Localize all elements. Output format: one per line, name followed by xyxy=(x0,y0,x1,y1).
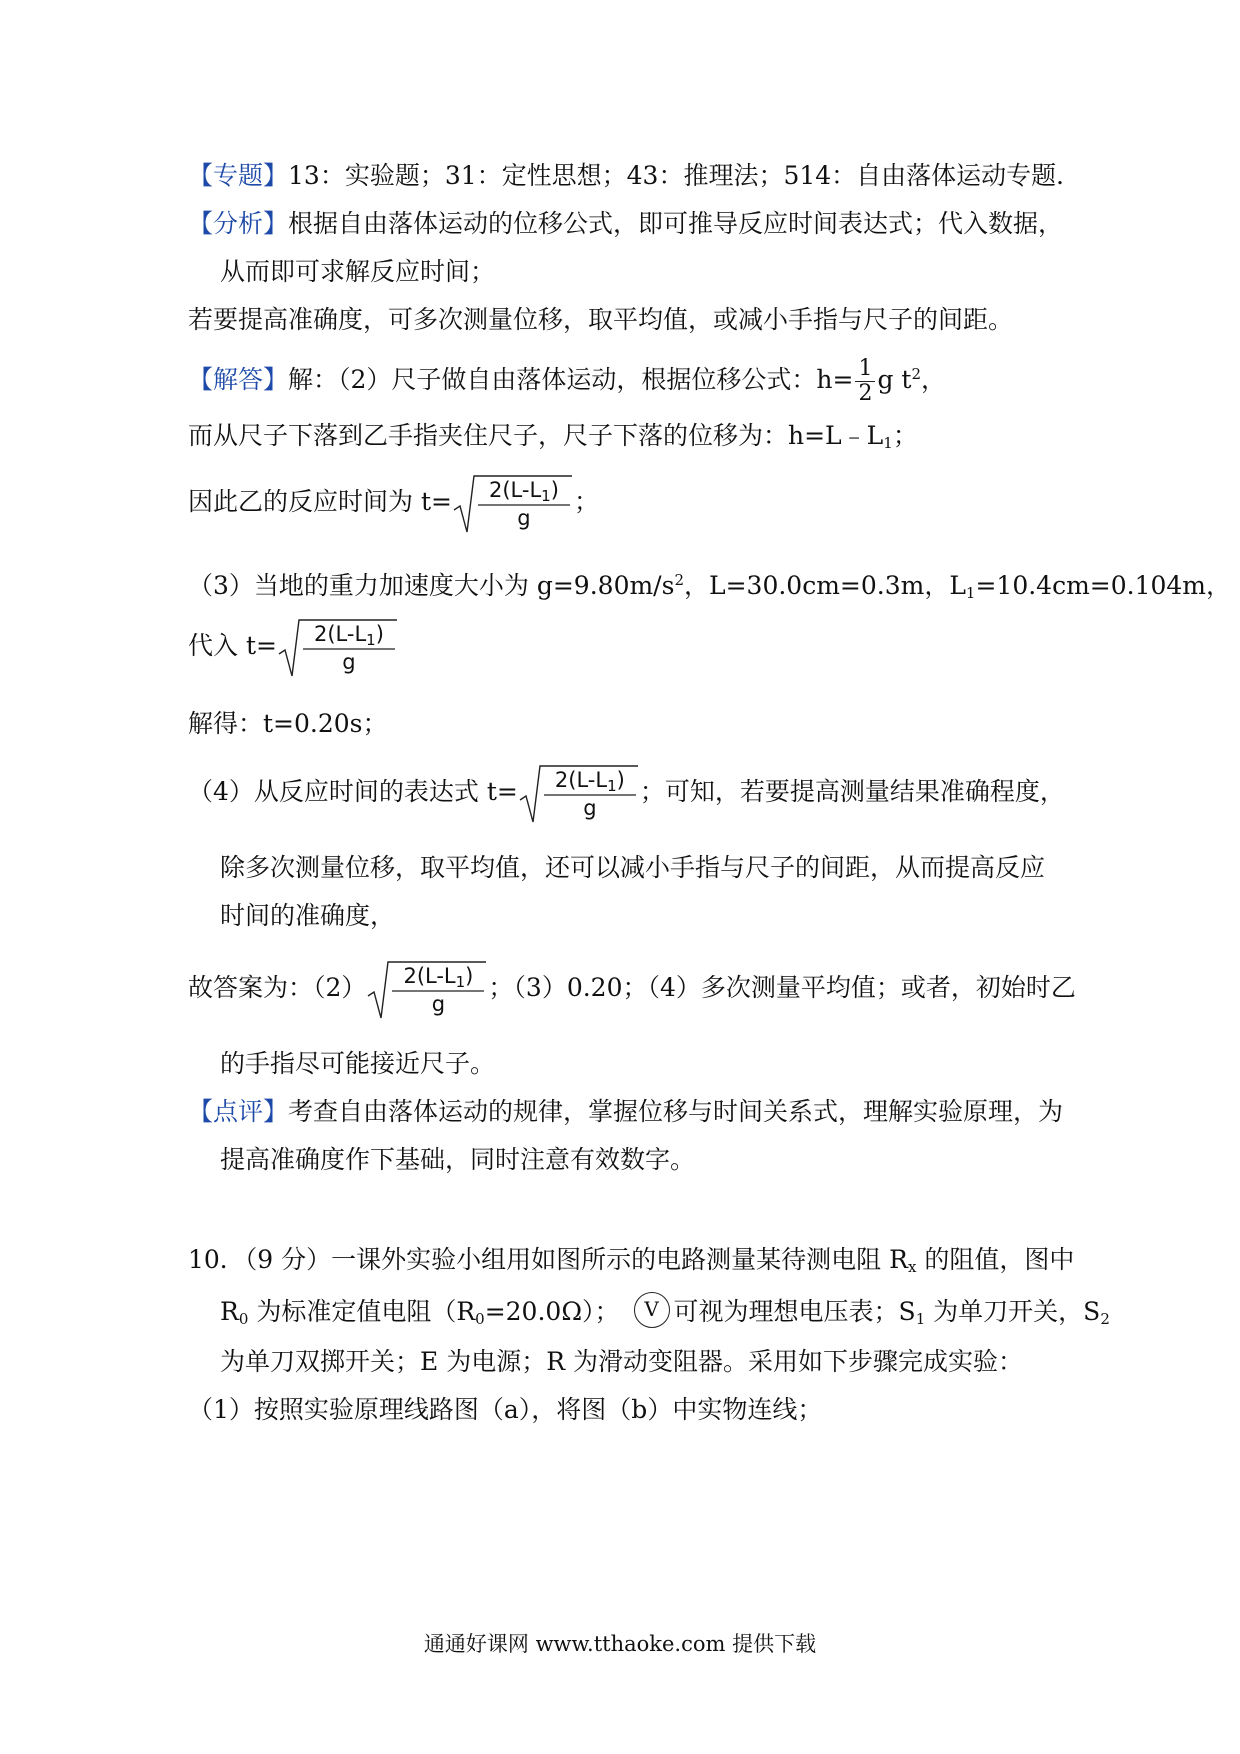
sqrt-formula-2 xyxy=(277,616,399,680)
voltmeter-icon: V xyxy=(634,1292,670,1328)
question10-line-1 xyxy=(188,1242,1074,1278)
formula-numerator-text: 2(L-L xyxy=(403,963,456,988)
solution-text-4a: （3）当地的重力加速度大小为 g=9.80m/s xyxy=(188,571,675,600)
q10-sub-1: x xyxy=(907,1258,917,1276)
solution-gt: g t xyxy=(877,365,912,394)
formula-fraction xyxy=(476,472,572,532)
solution-line-1 xyxy=(188,356,946,412)
solution-line-2 xyxy=(188,418,918,454)
solution-line-9: 时间的准确度， xyxy=(220,901,396,930)
formula-numerator-text: 2(L-L xyxy=(488,477,542,502)
formula-numerator xyxy=(476,472,572,504)
formula-fraction xyxy=(542,762,638,822)
question10-line-2 xyxy=(220,1292,1110,1332)
solution-sub-4: 1 xyxy=(965,584,976,602)
half-numerator: 1 xyxy=(855,357,875,382)
solution-text-4c: =10.4cm=0.104m， xyxy=(975,571,1232,600)
solution-text-4b: ，L=30.0cm=0.3m，L xyxy=(683,571,966,600)
analysis-line-3: 若要提高准确度，可多次测量位移，取平均值，或减小手指与尺子的间距。 xyxy=(188,305,1014,334)
solution-line-11: 的手指尽可能接近尺子。 xyxy=(220,1049,496,1078)
formula-numerator-close: ) xyxy=(375,621,384,646)
q10-text-1b: 的阻值，图中 xyxy=(916,1245,1075,1274)
topic-text: 13：实验题；31：定性思想；43：推理法；514：自由落体运动专题． xyxy=(288,161,1082,190)
solution-sub-2: 1 xyxy=(883,434,893,452)
analysis-text-1: 根据自由落体运动的位移公式，即可推导反应时间表达式；代入数据， xyxy=(288,209,1064,238)
q10-text-1a: 10．（9 分）一课外实验小组用如图所示的电路测量某待测电阻 R xyxy=(188,1245,908,1274)
comment-text-1: 考查自由落体运动的规律，掌握位移与时间关系式，理解实验原理，为 xyxy=(288,1097,1064,1126)
analysis-tag: 【分析】 xyxy=(188,209,289,238)
solution-text-7b: ；可知，若要提高测量结果准确程度， xyxy=(639,777,1065,806)
solution-text-10a: 故答案为：（2） xyxy=(188,973,367,1002)
comment-line-1 xyxy=(188,1094,1063,1130)
question10-line-3: 为单刀双掷开关；E 为电源；R 为滑动变阻器。采用如下步骤完成实验： xyxy=(220,1347,1023,1376)
formula-fraction xyxy=(390,958,486,1018)
q10-text-2e: 为单刀开关，S xyxy=(925,1297,1101,1326)
sqrt-formula-4 xyxy=(366,958,488,1022)
formula-numerator xyxy=(542,762,638,794)
analysis-line-2: 从而即可求解反应时间； xyxy=(220,257,496,286)
formula-denominator: g xyxy=(431,991,446,1016)
formula-numerator-close: ) xyxy=(616,767,625,792)
half-denominator: 2 xyxy=(858,381,873,406)
formula-numerator-close: ) xyxy=(465,963,474,988)
analysis-line-1 xyxy=(188,206,1063,242)
solution-line-8: 除多次测量位移，取平均值，还可以减小手指与尺子的间距，从而提高反应 xyxy=(220,853,1046,882)
solution-tag: 【解答】 xyxy=(188,365,289,394)
q10-sub-2a: 0 xyxy=(238,1310,249,1328)
solution-line-3 xyxy=(188,470,599,534)
solution-sup-1: 2 xyxy=(911,365,922,383)
q10-sub-2d: 2 xyxy=(1100,1310,1110,1328)
formula-denominator: g xyxy=(583,795,597,820)
solution-end-1: ， xyxy=(921,365,947,394)
solution-line-7 xyxy=(188,760,1065,824)
q10-sub-2b: 0 xyxy=(475,1310,485,1328)
solution-end-3: ； xyxy=(573,487,599,516)
formula-denominator: g xyxy=(342,649,356,674)
formula-numerator xyxy=(301,616,397,648)
page-footer: 通通好课网 www.tthaoke.com 提供下载 xyxy=(423,1632,817,1656)
solution-text-2: 而从尺子下落到乙手指夹住尺子，尺子下落的位移为：h=L﹣L xyxy=(188,421,884,450)
solution-line-5 xyxy=(188,614,399,678)
q10-text-2d: 可视为理想电压表；S xyxy=(673,1297,916,1326)
q10-text-2a: R xyxy=(220,1297,239,1326)
formula-numerator-sub: 1 xyxy=(541,486,551,505)
topic-tag: 【专题】 xyxy=(188,161,289,190)
formula-denominator: g xyxy=(517,505,531,530)
formula-numerator-sub: 1 xyxy=(455,972,466,991)
solution-text-10b: ；（3）0.20；（4）多次测量平均值；或者，初始时乙 xyxy=(488,973,1076,1002)
formula-numerator-sub: 1 xyxy=(607,776,617,795)
solution-sup-4: 2 xyxy=(674,571,684,589)
solution-text-3: 因此乙的反应时间为 t= xyxy=(188,487,452,516)
formula-numerator-close: ) xyxy=(550,477,559,502)
topic-line xyxy=(188,158,1081,194)
formula-numerator-text: 2(L-L xyxy=(313,621,367,646)
solution-end-2: ； xyxy=(892,421,918,450)
comment-tag: 【点评】 xyxy=(188,1097,289,1126)
solution-text-7a: （4）从反应时间的表达式 t= xyxy=(188,777,518,806)
solution-line-6: 解得：t=0.20s； xyxy=(188,709,388,738)
solution-line-10 xyxy=(188,956,1076,1020)
q10-text-2c: =20.0Ω）； xyxy=(484,1297,620,1326)
formula-fraction xyxy=(301,616,397,676)
q10-sub-2c: 1 xyxy=(915,1310,926,1328)
q10-text-2b: 为标准定值电阻（R xyxy=(248,1297,476,1326)
sqrt-formula-1 xyxy=(452,472,574,536)
half-fraction xyxy=(855,357,875,406)
formula-numerator-text: 2(L-L xyxy=(554,767,608,792)
sqrt-formula-3 xyxy=(518,762,640,826)
solution-line-4 xyxy=(188,562,1232,602)
formula-numerator xyxy=(390,958,486,990)
question10-line-4: （1）按照实验原理线路图（a），将图（b）中实物连线； xyxy=(188,1395,823,1424)
solution-text-1: 解：（2）尺子做自由落体运动，根据位移公式：h= xyxy=(288,365,854,394)
formula-numerator-sub: 1 xyxy=(366,630,376,649)
comment-line-2: 提高准确度作下基础，同时注意有效数字。 xyxy=(220,1145,696,1174)
solution-text-5: 代入 t= xyxy=(188,631,277,660)
